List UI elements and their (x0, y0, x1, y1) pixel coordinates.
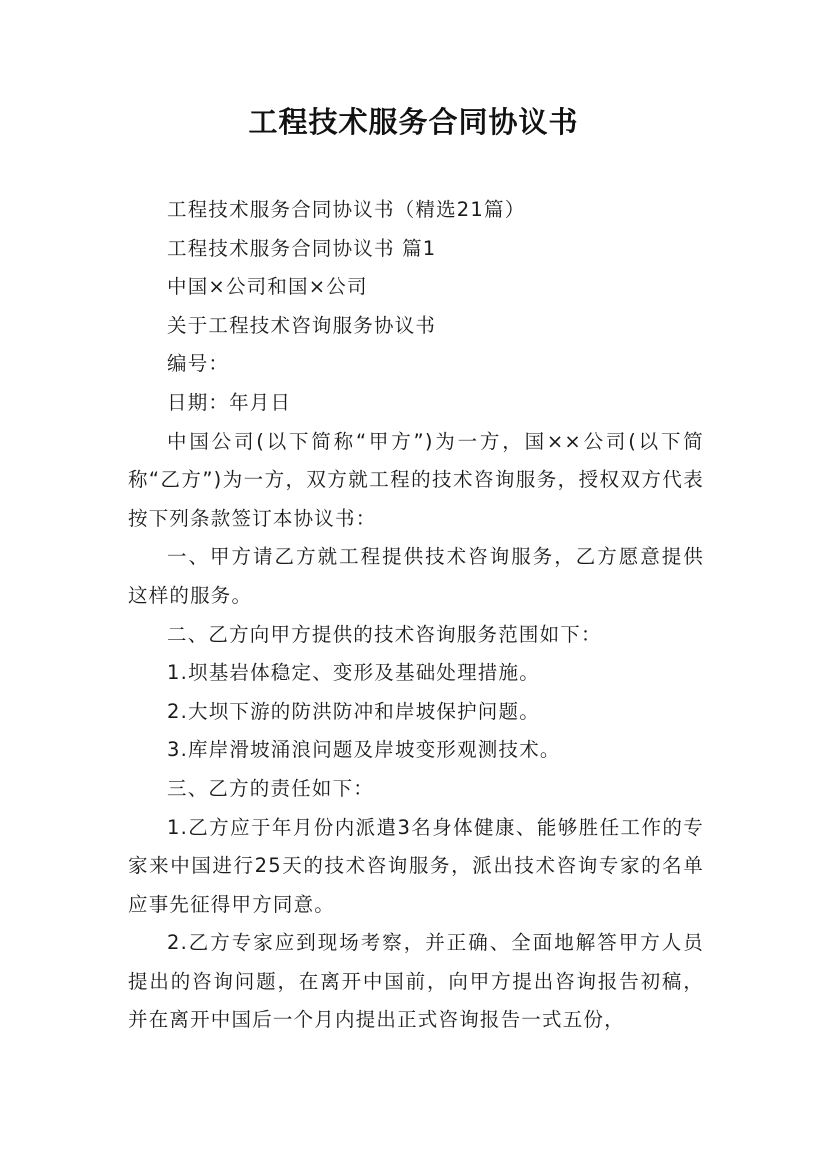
paragraph-clause-3-item-1: 1.乙方应于年月份内派遣3名身体健康、能够胜任工作的专家来中国进行25天的技术咨询服务，派出技术咨询专家的名单应事先征得甲方同意。 (128, 815, 704, 916)
paragraph-subtitle: 工程技术服务合同协议书（精选21篇） (167, 198, 526, 221)
paragraph-preamble: 中国公司(以下简称“甲方”)为一方，国××公司(以下简称“乙方”)为一方，双方就工程的技术咨询服务，授权双方代表按下列条款签订本协议书： (128, 429, 704, 530)
paragraph-agreement-name: 关于工程技术咨询服务协议书 (167, 313, 437, 337)
paragraph-clause-2: 二、乙方向甲方提供的技术咨询服务范围如下： (167, 622, 602, 646)
paragraph-section-heading: 工程技术服务合同协议书 篇1 (167, 236, 437, 260)
paragraph-parties: 中国×公司和国×公司 (167, 275, 368, 299)
document-title: 工程技术服务合同协议书 (248, 105, 579, 139)
paragraph-date: 日期：年月日 (167, 390, 292, 414)
document-body (128, 191, 704, 1040)
paragraph-clause-2-item-1: 1.坝基岩体稳定、变形及基础处理措施。 (167, 661, 540, 685)
paragraph-clause-2-item-3: 3.库岸滑坡涌浪问题及岸坡变形观测技术。 (167, 738, 561, 762)
paragraph-clause-1: 一、甲方请乙方就工程提供技术咨询服务，乙方愿意提供这样的服务。 (128, 545, 704, 607)
paragraph-clause-3-item-2: 2.乙方专家应到现场考察，并正确、全面地解答甲方人员提出的咨询问题，在离开中国前，向甲方提出咨询报告初稿，并在离开中国后一个月内提出正式咨询报告一式五份， (128, 931, 704, 1032)
paragraph-clause-3: 三、乙方的责任如下： (167, 776, 375, 800)
paragraph-clause-2-item-2: 2.大坝下游的防洪防冲和岸坡保护问题。 (167, 699, 540, 723)
paragraph-number: 编号： (167, 352, 230, 376)
